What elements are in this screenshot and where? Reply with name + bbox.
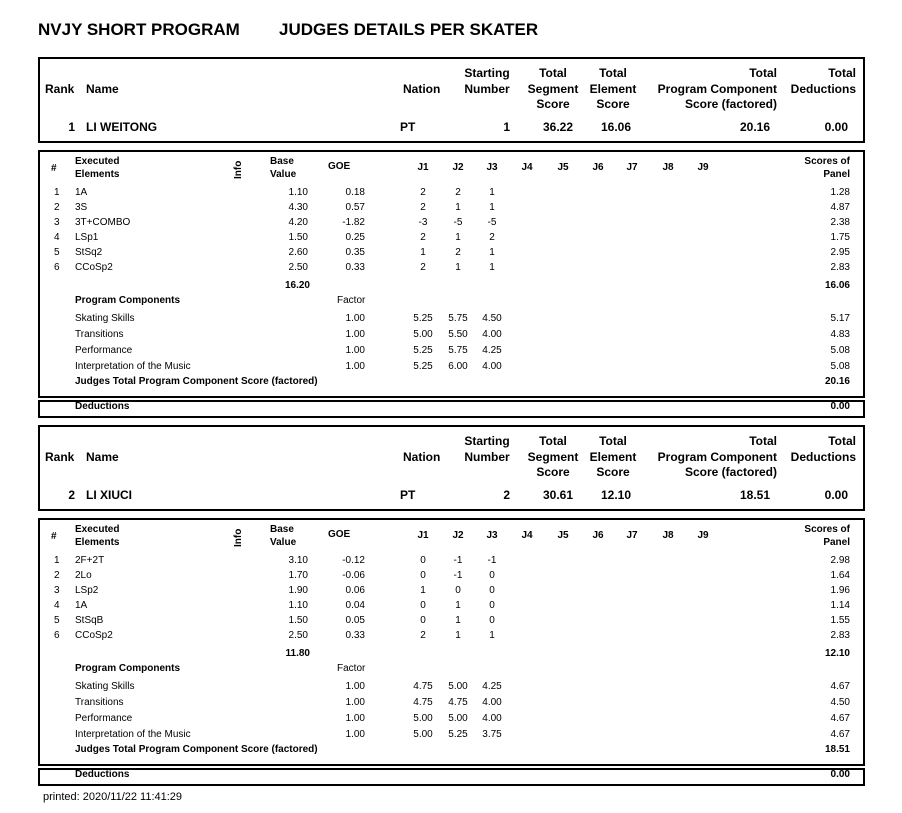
starting-number-label-line: Number xyxy=(464,449,510,464)
judge-label: J5 xyxy=(557,530,569,541)
element-judge-score: 1 xyxy=(420,247,426,258)
component-judge-score: 5.50 xyxy=(448,329,468,340)
element-code: StSqB xyxy=(75,615,104,626)
element-judge-score: 2 xyxy=(420,202,426,213)
element-panel-score: 1.96 xyxy=(830,585,850,596)
element-base-value: 3.10 xyxy=(288,555,308,566)
component-name: Interpretation of the Music xyxy=(75,361,191,372)
element-num: 4 xyxy=(54,600,60,611)
element-base-value: 2.50 xyxy=(288,630,308,641)
component-judge-score: 4.25 xyxy=(482,345,502,356)
element-judge-score: -5 xyxy=(453,217,463,228)
element-judge-score: 2 xyxy=(420,630,426,641)
element-judge-score: 1 xyxy=(420,585,426,596)
element-num: 5 xyxy=(54,247,60,258)
judges-total-pcs-label: Judges Total Program Component Score (factored) xyxy=(75,744,318,755)
component-judge-score: 5.00 xyxy=(448,713,468,724)
element-judge-score: 2 xyxy=(420,262,426,273)
judge-label: J6 xyxy=(592,530,604,541)
executed-elements-label-line: Executed xyxy=(75,156,120,167)
element-num: 1 xyxy=(54,555,60,566)
component-judge-score: 4.75 xyxy=(413,681,433,692)
factor-label: Factor xyxy=(337,663,366,674)
element-judge-score: 0 xyxy=(420,555,426,566)
component-panel-score: 5.17 xyxy=(830,313,850,324)
element-judge-score: 0 xyxy=(420,570,426,581)
rank-label: Rank xyxy=(45,450,75,464)
base-value-label-line: Value xyxy=(270,169,297,180)
element-base-value: 1.70 xyxy=(288,570,308,581)
component-judge-score: 4.00 xyxy=(482,361,502,372)
element-num: 2 xyxy=(54,570,60,581)
skater-total-element: 12.10 xyxy=(600,488,631,502)
element-code: 3S xyxy=(75,202,88,213)
skater-section xyxy=(0,57,902,425)
component-factor: 1.00 xyxy=(345,713,365,724)
name-label: Name xyxy=(86,82,119,96)
judge-label: J8 xyxy=(662,162,674,173)
element-judge-score: 2 xyxy=(420,232,426,243)
base-value-label xyxy=(270,155,296,181)
element-judge-score: 1 xyxy=(455,615,461,626)
element-goe: -0.12 xyxy=(342,555,365,566)
component-name: Skating Skills xyxy=(75,313,135,324)
element-base-value: 2.60 xyxy=(288,247,308,258)
total-element-label xyxy=(581,434,645,481)
element-goe: 0.05 xyxy=(345,615,365,626)
element-base-value: 4.20 xyxy=(288,217,308,228)
element-code: 1A xyxy=(75,600,88,611)
judge-label: J7 xyxy=(626,530,638,541)
element-judge-score: 0 xyxy=(489,600,495,611)
component-panel-score: 4.67 xyxy=(830,729,850,740)
component-judge-score: 4.50 xyxy=(482,313,502,324)
component-judge-score: 4.75 xyxy=(448,697,468,708)
judge-label: J8 xyxy=(662,530,674,541)
pcs-total: 20.16 xyxy=(824,376,850,387)
element-code: 2Lo xyxy=(75,570,92,581)
total-element-label-line: Score xyxy=(596,465,630,479)
component-panel-score: 5.08 xyxy=(830,345,850,356)
component-name: Transitions xyxy=(75,329,124,340)
skater-total-element: 16.06 xyxy=(600,120,631,134)
element-num: 3 xyxy=(54,217,60,228)
scores-of-panel-label xyxy=(782,155,850,181)
judge-label: J9 xyxy=(697,162,709,173)
nation-label: Nation xyxy=(403,450,441,464)
element-judge-score: 2 xyxy=(455,187,461,198)
element-judge-score: 1 xyxy=(455,202,461,213)
component-panel-score: 4.50 xyxy=(830,697,850,708)
total-pcs-label-line: Score (factored) xyxy=(684,465,777,479)
element-goe: 0.25 xyxy=(345,232,365,243)
base-value-total: 16.20 xyxy=(284,280,310,291)
component-judge-score: 4.75 xyxy=(413,697,433,708)
total-segment-label xyxy=(521,66,585,113)
element-judge-score: -1 xyxy=(487,555,497,566)
element-num: 6 xyxy=(54,630,60,641)
skater-section xyxy=(0,425,902,793)
starting-number-label-line: Number xyxy=(464,81,510,96)
base-value-total: 11.80 xyxy=(285,648,310,659)
report-subtitle: JUDGES DETAILS PER SKATER xyxy=(279,20,539,39)
total-element-label-line: Score xyxy=(596,97,630,111)
element-panel-score: 1.55 xyxy=(830,615,850,626)
element-judge-score: 1 xyxy=(489,202,495,213)
element-num: 1 xyxy=(54,187,60,198)
element-num: 6 xyxy=(54,262,60,273)
element-goe: 0.35 xyxy=(345,247,365,258)
element-judge-score: 0 xyxy=(489,615,495,626)
component-judge-score: 4.00 xyxy=(482,329,502,340)
total-pcs-label xyxy=(651,434,777,481)
element-panel-score: 1.28 xyxy=(830,187,850,198)
scores-of-panel-label-line: Scores of xyxy=(804,156,850,167)
skater-name: LI XIUCI xyxy=(86,488,133,502)
judge-label: J1 xyxy=(417,530,429,541)
skater-total-deductions: 0.00 xyxy=(824,488,848,502)
component-judge-score: 5.00 xyxy=(413,713,433,724)
name-label: Name xyxy=(86,450,119,464)
skater-starting-number: 1 xyxy=(503,120,510,134)
executed-elements-label-line: Executed xyxy=(75,524,120,535)
element-panel-score: 1.64 xyxy=(830,570,850,581)
base-value-label-line: Base xyxy=(270,156,294,167)
base-value-label-line: Base xyxy=(270,524,294,535)
skater-nation: PT xyxy=(400,488,416,502)
component-judge-score: 5.25 xyxy=(413,361,433,372)
program-components-label: Program Components xyxy=(75,295,181,306)
element-panel-score: 2.83 xyxy=(830,630,850,641)
element-num: 4 xyxy=(54,232,60,243)
component-judge-score: 5.25 xyxy=(448,729,468,740)
program-components-label: Program Components xyxy=(75,663,181,674)
component-judge-score: 5.00 xyxy=(448,681,468,692)
executed-elements-label xyxy=(75,155,119,181)
element-panel-score: 1.75 xyxy=(830,232,850,243)
total-pcs-label-line: Program Component xyxy=(657,81,777,96)
judge-label: J4 xyxy=(521,162,533,173)
total-segment-label-line: Total xyxy=(539,66,567,80)
factor-label: Factor xyxy=(337,295,366,306)
total-element-label xyxy=(581,66,645,113)
total-segment-label-line: Score xyxy=(536,465,570,479)
total-element-label-line: Element xyxy=(589,449,637,464)
scores-of-panel-label-line: Scores of xyxy=(804,524,850,535)
total-pcs-label-line: Score (factored) xyxy=(684,97,777,111)
executed-elements-label-line: Elements xyxy=(75,537,120,548)
component-name: Performance xyxy=(75,713,133,724)
element-base-value: 1.50 xyxy=(288,615,308,626)
element-goe: 0.57 xyxy=(345,202,365,213)
component-judge-score: 5.00 xyxy=(413,329,433,340)
component-factor: 1.00 xyxy=(345,361,365,372)
component-panel-score: 4.83 xyxy=(830,329,850,340)
rank-label: Rank xyxy=(45,82,75,96)
total-segment-label-line: Score xyxy=(536,97,570,111)
element-judge-score: -1 xyxy=(453,570,463,581)
element-base-value: 1.50 xyxy=(288,232,308,243)
judge-label: J2 xyxy=(452,530,464,541)
total-segment-label-line: Segment xyxy=(527,81,579,96)
judge-label: J4 xyxy=(521,530,533,541)
component-panel-score: 4.67 xyxy=(830,681,850,692)
skater-total-pcs: 20.16 xyxy=(739,120,770,134)
component-factor: 1.00 xyxy=(345,345,365,356)
total-segment-label-line: Segment xyxy=(527,449,579,464)
element-judge-score: -1 xyxy=(453,555,463,566)
total-pcs-label-line: Total xyxy=(749,66,777,80)
component-judge-score: 5.25 xyxy=(413,345,433,356)
starting-number-label-line: Starting xyxy=(464,66,510,80)
skater-name: LI WEITONG xyxy=(86,120,158,134)
judge-label: J3 xyxy=(486,162,498,173)
deductions-label: Deductions xyxy=(75,401,130,412)
total-deductions-label-line: Deductions xyxy=(790,449,856,464)
skater-rank: 2 xyxy=(68,488,75,502)
deductions-value: 0.00 xyxy=(830,769,850,780)
element-code: CCoSp2 xyxy=(75,630,113,641)
starting-number-label xyxy=(460,434,514,465)
element-num: 3 xyxy=(54,585,60,596)
goe-label: GOE xyxy=(328,529,351,540)
executed-elements-label xyxy=(75,523,119,549)
element-panel-score: 4.87 xyxy=(830,202,850,213)
nation-label: Nation xyxy=(403,82,441,96)
deductions-box xyxy=(38,768,865,786)
judges-total-pcs-label: Judges Total Program Component Score (factored) xyxy=(75,376,318,387)
component-judge-score: 6.00 xyxy=(448,361,468,372)
total-deductions-label xyxy=(782,66,856,97)
deductions-value: 0.00 xyxy=(830,401,850,412)
element-base-value: 1.10 xyxy=(288,187,308,198)
component-name: Performance xyxy=(75,345,133,356)
judge-label: J3 xyxy=(486,530,498,541)
total-segment-label-line: Total xyxy=(539,434,567,448)
component-factor: 1.00 xyxy=(345,329,365,340)
element-judge-score: -3 xyxy=(418,217,428,228)
element-judge-score: 1 xyxy=(489,262,495,273)
judge-label: J7 xyxy=(626,162,638,173)
element-goe: 0.06 xyxy=(345,585,365,596)
component-factor: 1.00 xyxy=(345,697,365,708)
element-code: 1A xyxy=(75,187,88,198)
total-element-label-line: Total xyxy=(599,434,627,448)
element-code: LSp1 xyxy=(75,232,99,243)
component-name: Interpretation of the Music xyxy=(75,729,191,740)
total-deductions-label-line: Deductions xyxy=(790,81,856,96)
element-judge-score: 1 xyxy=(455,630,461,641)
component-judge-score: 4.00 xyxy=(482,713,502,724)
element-panel-score: 2.95 xyxy=(830,247,850,258)
element-goe: 0.04 xyxy=(345,600,365,611)
element-panel-score: 2.98 xyxy=(830,555,850,566)
elements-panel-total: 16.06 xyxy=(824,280,850,291)
elements-panel-total: 12.10 xyxy=(824,648,850,659)
deductions-label: Deductions xyxy=(75,769,130,780)
component-judge-score: 5.25 xyxy=(413,313,433,324)
printed-timestamp: printed: 2020/11/22 11:41:29 xyxy=(43,791,183,803)
element-judge-score: 0 xyxy=(420,600,426,611)
element-code: LSp2 xyxy=(75,585,99,596)
element-judge-score: 0 xyxy=(489,585,495,596)
element-judge-score: 1 xyxy=(455,600,461,611)
judge-label: J1 xyxy=(417,162,429,173)
skater-total-pcs: 18.51 xyxy=(739,488,770,502)
element-num: 2 xyxy=(54,202,60,213)
info-label: Info xyxy=(233,528,244,547)
judge-label: J5 xyxy=(557,162,569,173)
element-goe: -0.06 xyxy=(342,570,365,581)
skater-total-deductions: 0.00 xyxy=(824,120,848,134)
skater-nation: PT xyxy=(400,120,416,134)
element-base-value: 1.90 xyxy=(288,585,308,596)
total-pcs-label-line: Program Component xyxy=(657,449,777,464)
scores-of-panel-label-line: Panel xyxy=(823,537,850,548)
component-factor: 1.00 xyxy=(345,313,365,324)
element-code: 3T+COMBO xyxy=(75,217,131,228)
element-goe: 0.33 xyxy=(345,630,365,641)
component-judge-score: 5.00 xyxy=(413,729,433,740)
element-code: StSq2 xyxy=(75,247,103,258)
starting-number-label xyxy=(460,66,514,97)
element-judge-score: 2 xyxy=(420,187,426,198)
base-value-label-line: Value xyxy=(270,537,297,548)
element-goe: 0.33 xyxy=(345,262,365,273)
total-deductions-label-line: Total xyxy=(828,434,856,448)
num-label: # xyxy=(51,163,57,174)
report-title: NVJY SHORT PROGRAM xyxy=(38,20,240,39)
element-judge-score: 2 xyxy=(489,232,495,243)
total-pcs-label xyxy=(651,66,777,113)
element-judge-score: -5 xyxy=(487,217,497,228)
component-judge-score: 3.75 xyxy=(482,729,502,740)
skater-total-segment: 36.22 xyxy=(542,120,573,134)
component-factor: 1.00 xyxy=(345,681,365,692)
component-factor: 1.00 xyxy=(345,729,365,740)
element-judge-score: 2 xyxy=(455,247,461,258)
executed-elements-label-line: Elements xyxy=(75,169,120,180)
total-element-label-line: Total xyxy=(599,66,627,80)
element-judge-score: 1 xyxy=(489,247,495,258)
element-judge-score: 0 xyxy=(455,585,461,596)
num-label: # xyxy=(51,531,57,542)
info-label: Info xyxy=(233,160,244,179)
element-judge-score: 0 xyxy=(489,570,495,581)
pcs-total: 18.51 xyxy=(824,744,850,755)
judge-label: J2 xyxy=(452,162,464,173)
element-judge-score: 1 xyxy=(489,630,495,641)
element-code: CCoSp2 xyxy=(75,262,113,273)
skater-rank: 1 xyxy=(68,120,75,134)
component-judge-score: 5.75 xyxy=(448,345,468,356)
total-deductions-label xyxy=(782,434,856,465)
scores-of-panel-label-line: Panel xyxy=(823,169,850,180)
base-value-label xyxy=(270,523,296,549)
element-base-value: 1.10 xyxy=(288,600,308,611)
element-judge-score: 0 xyxy=(420,615,426,626)
element-judge-score: 1 xyxy=(455,262,461,273)
total-deductions-label-line: Total xyxy=(828,66,856,80)
element-goe: 0.18 xyxy=(345,187,365,198)
total-element-label-line: Element xyxy=(589,81,637,96)
total-pcs-label-line: Total xyxy=(749,434,777,448)
element-num: 5 xyxy=(54,615,60,626)
element-code: 2F+2T xyxy=(75,555,105,566)
goe-label: GOE xyxy=(328,161,351,172)
scores-of-panel-label xyxy=(782,523,850,549)
component-judge-score: 4.25 xyxy=(482,681,502,692)
element-base-value: 2.50 xyxy=(288,262,308,273)
total-segment-label xyxy=(521,434,585,481)
element-panel-score: 1.14 xyxy=(830,600,850,611)
component-judge-score: 4.00 xyxy=(482,697,502,708)
component-name: Transitions xyxy=(75,697,124,708)
element-judge-score: 1 xyxy=(455,232,461,243)
starting-number-label-line: Starting xyxy=(464,434,510,448)
element-panel-score: 2.83 xyxy=(830,262,850,273)
element-judge-score: 1 xyxy=(489,187,495,198)
element-panel-score: 2.38 xyxy=(830,217,850,228)
component-name: Skating Skills xyxy=(75,681,135,692)
skater-total-segment: 30.61 xyxy=(542,488,573,502)
judge-label: J9 xyxy=(697,530,709,541)
judge-label: J6 xyxy=(592,162,604,173)
skater-starting-number: 2 xyxy=(503,488,510,502)
deductions-box xyxy=(38,400,865,418)
element-goe: -1.82 xyxy=(342,217,365,228)
component-panel-score: 5.08 xyxy=(830,361,850,372)
component-judge-score: 5.75 xyxy=(448,313,468,324)
element-base-value: 4.30 xyxy=(288,202,308,213)
component-panel-score: 4.67 xyxy=(830,713,850,724)
